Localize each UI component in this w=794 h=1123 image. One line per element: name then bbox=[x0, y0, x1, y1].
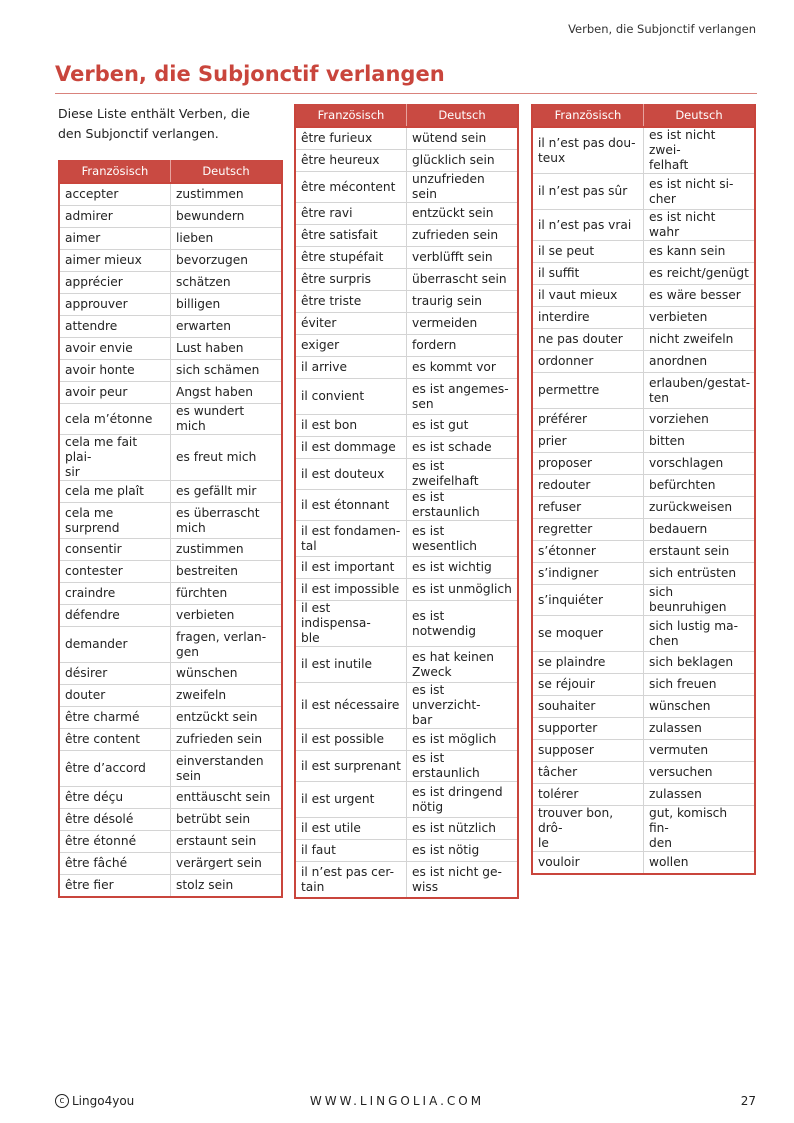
german-cell: bestreiten bbox=[171, 561, 283, 583]
french-cell: il vaut mieux bbox=[532, 285, 644, 307]
french-cell: être d’accord bbox=[59, 751, 171, 787]
page-title: Verben, die Subjonctif verlangen bbox=[55, 62, 445, 86]
german-cell: vermeiden bbox=[407, 313, 519, 335]
table-row bbox=[532, 174, 755, 210]
german-cell: zweifeln bbox=[171, 685, 283, 707]
french-cell: cela me fait plai- sir bbox=[59, 435, 171, 481]
table-row bbox=[59, 272, 282, 294]
french-cell: il n’est pas sûr bbox=[532, 174, 644, 210]
french-cell: il n’est pas vrai bbox=[532, 210, 644, 241]
running-header: Verben, die Subjonctif verlangen bbox=[568, 22, 756, 36]
french-cell: il n’est pas dou- teux bbox=[532, 127, 644, 174]
french-cell: il convient bbox=[295, 379, 407, 415]
french-cell: être déçu bbox=[59, 787, 171, 809]
french-cell: admirer bbox=[59, 206, 171, 228]
column-header-french: Französisch bbox=[295, 104, 407, 127]
german-cell: es überrascht mich bbox=[171, 503, 283, 539]
german-cell: es ist unverzicht- bar bbox=[407, 683, 519, 729]
french-cell: être fier bbox=[59, 875, 171, 898]
french-cell: être ravi bbox=[295, 203, 407, 225]
french-cell: permettre bbox=[532, 373, 644, 409]
german-cell: erlauben/gestat- ten bbox=[644, 373, 756, 409]
table-row bbox=[59, 627, 282, 663]
column-header-german: Deutsch bbox=[644, 104, 756, 127]
german-cell: es ist möglich bbox=[407, 729, 519, 751]
table-row bbox=[295, 818, 518, 840]
table-row bbox=[295, 557, 518, 579]
french-cell: supporter bbox=[532, 718, 644, 740]
french-cell: aimer mieux bbox=[59, 250, 171, 272]
french-cell: contester bbox=[59, 561, 171, 583]
german-cell: zustimmen bbox=[171, 539, 283, 561]
table-row bbox=[532, 127, 755, 174]
german-cell: schätzen bbox=[171, 272, 283, 294]
table-row bbox=[532, 541, 755, 563]
french-cell: être triste bbox=[295, 291, 407, 313]
german-cell: wütend sein bbox=[407, 127, 519, 150]
french-cell: redouter bbox=[532, 475, 644, 497]
german-cell: zufrieden sein bbox=[407, 225, 519, 247]
french-cell: être fâché bbox=[59, 853, 171, 875]
table-row bbox=[532, 806, 755, 852]
german-cell: anordnen bbox=[644, 351, 756, 373]
table-row bbox=[59, 707, 282, 729]
french-cell: se moquer bbox=[532, 616, 644, 652]
table-row bbox=[59, 338, 282, 360]
french-cell: proposer bbox=[532, 453, 644, 475]
german-cell: sich lustig ma- chen bbox=[644, 616, 756, 652]
french-cell: refuser bbox=[532, 497, 644, 519]
french-cell: il est surprenant bbox=[295, 751, 407, 782]
french-cell: il est impossible bbox=[295, 579, 407, 601]
table-row bbox=[59, 294, 282, 316]
german-cell: sich freuen bbox=[644, 674, 756, 696]
german-cell: erwarten bbox=[171, 316, 283, 338]
german-cell: lieben bbox=[171, 228, 283, 250]
french-cell: s’indigner bbox=[532, 563, 644, 585]
french-cell: apprécier bbox=[59, 272, 171, 294]
german-cell: traurig sein bbox=[407, 291, 519, 313]
german-cell: es wundert mich bbox=[171, 404, 283, 435]
table-row bbox=[532, 696, 755, 718]
german-cell: bitten bbox=[644, 431, 756, 453]
table-row bbox=[59, 583, 282, 605]
german-cell: vorziehen bbox=[644, 409, 756, 431]
german-cell: betrübt sein bbox=[171, 809, 283, 831]
german-cell: bevorzugen bbox=[171, 250, 283, 272]
french-cell: être charmé bbox=[59, 707, 171, 729]
german-cell: befürchten bbox=[644, 475, 756, 497]
table-row bbox=[59, 503, 282, 539]
french-cell: il est bon bbox=[295, 415, 407, 437]
french-cell: douter bbox=[59, 685, 171, 707]
french-cell: éviter bbox=[295, 313, 407, 335]
german-cell: entzückt sein bbox=[171, 707, 283, 729]
french-cell: être désolé bbox=[59, 809, 171, 831]
german-cell: verärgert sein bbox=[171, 853, 283, 875]
table-row bbox=[532, 718, 755, 740]
table-row bbox=[59, 404, 282, 435]
table-row bbox=[532, 762, 755, 784]
french-cell: ordonner bbox=[532, 351, 644, 373]
german-cell: es wäre besser bbox=[644, 285, 756, 307]
german-cell: zustimmen bbox=[171, 183, 283, 206]
german-cell: wünschen bbox=[171, 663, 283, 685]
french-cell: être content bbox=[59, 729, 171, 751]
french-cell: préférer bbox=[532, 409, 644, 431]
table-row bbox=[532, 263, 755, 285]
table-row bbox=[295, 437, 518, 459]
french-cell: demander bbox=[59, 627, 171, 663]
french-cell: avoir peur bbox=[59, 382, 171, 404]
french-cell: il est possible bbox=[295, 729, 407, 751]
german-cell: verblüfft sein bbox=[407, 247, 519, 269]
table-row bbox=[59, 875, 282, 898]
table-row bbox=[532, 784, 755, 806]
french-cell: souhaiter bbox=[532, 696, 644, 718]
french-cell: cela me surprend bbox=[59, 503, 171, 539]
table-row bbox=[295, 521, 518, 557]
table-row bbox=[59, 605, 282, 627]
french-cell: supposer bbox=[532, 740, 644, 762]
copyright-icon: c bbox=[55, 1094, 69, 1108]
column-header-french: Französisch bbox=[532, 104, 644, 127]
french-cell: être stupéfait bbox=[295, 247, 407, 269]
table-row bbox=[295, 490, 518, 521]
table-row bbox=[532, 563, 755, 585]
french-cell: craindre bbox=[59, 583, 171, 605]
german-cell: es ist schade bbox=[407, 437, 519, 459]
german-cell: billigen bbox=[171, 294, 283, 316]
german-cell: fürchten bbox=[171, 583, 283, 605]
table-row bbox=[532, 241, 755, 263]
table-row bbox=[532, 652, 755, 674]
table-row bbox=[532, 431, 755, 453]
german-cell: erstaunt sein bbox=[644, 541, 756, 563]
table-row bbox=[532, 497, 755, 519]
french-cell: s’inquiéter bbox=[532, 585, 644, 616]
table-row bbox=[295, 840, 518, 862]
table-row bbox=[59, 663, 282, 685]
french-cell: se réjouir bbox=[532, 674, 644, 696]
german-cell: glücklich sein bbox=[407, 150, 519, 172]
table-row bbox=[295, 150, 518, 172]
table-row bbox=[59, 228, 282, 250]
french-cell: il est important bbox=[295, 557, 407, 579]
german-cell: es ist gut bbox=[407, 415, 519, 437]
german-cell: es hat keinen Zweck bbox=[407, 647, 519, 683]
german-cell: gut, komisch fin- den bbox=[644, 806, 756, 852]
german-cell: es ist wichtig bbox=[407, 557, 519, 579]
table-row bbox=[59, 360, 282, 382]
table-row bbox=[295, 291, 518, 313]
french-cell: exiger bbox=[295, 335, 407, 357]
german-cell: verbieten bbox=[171, 605, 283, 627]
footer-url: WWW.LINGOLIA.COM bbox=[309, 1094, 485, 1108]
table-row bbox=[532, 616, 755, 652]
verb-table-1 bbox=[58, 160, 283, 898]
table-row bbox=[59, 206, 282, 228]
german-cell: sich schämen bbox=[171, 360, 283, 382]
german-cell: zurückweisen bbox=[644, 497, 756, 519]
german-cell: wollen bbox=[649, 855, 689, 869]
table-row bbox=[59, 685, 282, 707]
german-cell: bedauern bbox=[644, 519, 756, 541]
french-cell: être satisfait bbox=[295, 225, 407, 247]
german-cell: sich entrüsten bbox=[644, 563, 756, 585]
french-cell: il est fondamen- tal bbox=[295, 521, 407, 557]
table-row bbox=[532, 740, 755, 762]
column-header-french: Französisch bbox=[59, 160, 171, 183]
page-number: 27 bbox=[740, 1094, 756, 1108]
table-row bbox=[295, 203, 518, 225]
table-row bbox=[295, 751, 518, 782]
french-cell: se plaindre bbox=[532, 652, 644, 674]
german-cell: es ist nötig bbox=[407, 840, 519, 862]
table-row bbox=[532, 329, 755, 351]
german-cell: es ist nicht zwei- felhaft bbox=[644, 127, 756, 174]
german-cell: erstaunt sein bbox=[171, 831, 283, 853]
german-cell: wünschen bbox=[644, 696, 756, 718]
german-cell: zufrieden sein bbox=[171, 729, 283, 751]
french-cell: cela m’étonne bbox=[59, 404, 171, 435]
table-row bbox=[295, 601, 518, 647]
french-cell: il est utile bbox=[295, 818, 407, 840]
table-row bbox=[295, 172, 518, 203]
german-cell: es gefällt mir bbox=[171, 481, 283, 503]
french-cell: il arrive bbox=[295, 357, 407, 379]
verb-table-2 bbox=[294, 104, 519, 899]
table-row bbox=[295, 313, 518, 335]
french-cell: aimer bbox=[59, 228, 171, 250]
table-row bbox=[532, 373, 755, 409]
french-cell: il se peut bbox=[532, 241, 644, 263]
french-cell: être mécontent bbox=[295, 172, 407, 203]
table-row bbox=[532, 351, 755, 373]
table-row bbox=[59, 382, 282, 404]
german-cell: Lust haben bbox=[171, 338, 283, 360]
french-cell: interdire bbox=[532, 307, 644, 329]
verb-table-3 bbox=[531, 104, 756, 875]
table-row bbox=[295, 415, 518, 437]
table-row bbox=[532, 453, 755, 475]
german-cell: sich beklagen bbox=[644, 652, 756, 674]
german-cell: vorschlagen bbox=[644, 453, 756, 475]
german-cell: bewundern bbox=[171, 206, 283, 228]
french-cell: être heureux bbox=[295, 150, 407, 172]
table-row bbox=[295, 127, 518, 150]
french-cell: il est douteux bbox=[295, 459, 407, 490]
french-cell: tâcher bbox=[532, 762, 644, 784]
french-cell: vouloir bbox=[532, 852, 644, 875]
table-row bbox=[295, 729, 518, 751]
french-cell: regretter bbox=[532, 519, 644, 541]
table-row bbox=[532, 852, 755, 875]
table-row bbox=[59, 250, 282, 272]
table-row bbox=[295, 647, 518, 683]
german-cell: unzufrieden sein bbox=[407, 172, 519, 203]
french-cell: prier bbox=[532, 431, 644, 453]
table-row bbox=[532, 409, 755, 431]
french-cell: il est nécessaire bbox=[295, 683, 407, 729]
german-cell: es ist unmöglich bbox=[407, 579, 519, 601]
german-cell: zulassen bbox=[644, 784, 756, 806]
title-divider bbox=[55, 93, 757, 94]
german-cell: es ist nicht wahr bbox=[644, 210, 756, 241]
french-cell: accepter bbox=[59, 183, 171, 206]
french-cell: attendre bbox=[59, 316, 171, 338]
german-cell: nicht zweifeln bbox=[644, 329, 756, 351]
french-cell: approuver bbox=[59, 294, 171, 316]
german-cell: es ist erstaunlich bbox=[407, 490, 519, 521]
french-cell: consentir bbox=[59, 539, 171, 561]
french-cell: il faut bbox=[295, 840, 407, 862]
french-cell: trouver bon, drô- le bbox=[532, 806, 644, 852]
german-cell: es ist nicht ge- wiss bbox=[412, 864, 502, 894]
french-cell: tolérer bbox=[532, 784, 644, 806]
table-row bbox=[532, 307, 755, 329]
french-cell: s’étonner bbox=[532, 541, 644, 563]
table-row bbox=[59, 729, 282, 751]
french-cell: il est étonnant bbox=[295, 490, 407, 521]
german-cell: es kommt vor bbox=[407, 357, 519, 379]
german-cell: überrascht sein bbox=[407, 269, 519, 291]
table-row bbox=[59, 809, 282, 831]
german-cell: fragen, verlan- gen bbox=[171, 627, 283, 663]
copyright-text: Lingo4you bbox=[72, 1094, 135, 1108]
table-row bbox=[59, 831, 282, 853]
french-cell: ne pas douter bbox=[532, 329, 644, 351]
table-row bbox=[532, 475, 755, 497]
french-cell: il est inutile bbox=[295, 647, 407, 683]
french-cell: il est urgent bbox=[295, 782, 407, 818]
table-row bbox=[59, 751, 282, 787]
table-row bbox=[59, 853, 282, 875]
french-cell: il n’est pas cer- tain bbox=[295, 862, 407, 899]
german-cell: es ist notwendig bbox=[407, 601, 519, 647]
table-row bbox=[295, 579, 518, 601]
table-row bbox=[532, 210, 755, 241]
french-cell: être surpris bbox=[295, 269, 407, 291]
table-row bbox=[295, 247, 518, 269]
german-cell: verbieten bbox=[644, 307, 756, 329]
table-row bbox=[59, 435, 282, 481]
german-cell: entzückt sein bbox=[407, 203, 519, 225]
french-cell: avoir envie bbox=[59, 338, 171, 360]
german-cell: es ist nicht si- cher bbox=[644, 174, 756, 210]
table-row bbox=[59, 183, 282, 206]
table-row bbox=[59, 787, 282, 809]
french-cell: avoir honte bbox=[59, 360, 171, 382]
table-row bbox=[295, 269, 518, 291]
german-cell: vermuten bbox=[644, 740, 756, 762]
table-row bbox=[532, 674, 755, 696]
french-cell: il est indispensa- ble bbox=[295, 601, 407, 647]
french-cell: défendre bbox=[59, 605, 171, 627]
german-cell: stolz sein bbox=[176, 878, 234, 892]
table-row bbox=[295, 782, 518, 818]
german-cell: es ist zweifelhaft bbox=[407, 459, 519, 490]
column-header-german: Deutsch bbox=[407, 104, 519, 127]
german-cell: es freut mich bbox=[171, 435, 283, 481]
french-cell: il suffit bbox=[532, 263, 644, 285]
german-cell: sich beunruhigen bbox=[644, 585, 756, 616]
german-cell: es ist nützlich bbox=[407, 818, 519, 840]
german-cell: es ist dringend nötig bbox=[407, 782, 519, 818]
german-cell: Angst haben bbox=[171, 382, 283, 404]
table-row bbox=[59, 539, 282, 561]
table-row bbox=[295, 335, 518, 357]
table-row bbox=[532, 585, 755, 616]
table-row bbox=[295, 683, 518, 729]
table-row bbox=[532, 519, 755, 541]
table-row bbox=[59, 481, 282, 503]
german-cell: es ist wesentlich bbox=[407, 521, 519, 557]
french-cell: être furieux bbox=[295, 127, 407, 150]
german-cell: es reicht/genügt bbox=[644, 263, 756, 285]
german-cell: es ist angemes- sen bbox=[407, 379, 519, 415]
table-row bbox=[295, 862, 518, 899]
french-cell: être étonné bbox=[59, 831, 171, 853]
french-cell: désirer bbox=[59, 663, 171, 685]
table-row bbox=[295, 379, 518, 415]
table-row bbox=[59, 316, 282, 338]
german-cell: enttäuscht sein bbox=[171, 787, 283, 809]
german-cell: zulassen bbox=[644, 718, 756, 740]
table-row bbox=[295, 357, 518, 379]
german-cell: es kann sein bbox=[644, 241, 756, 263]
column-header-german: Deutsch bbox=[171, 160, 283, 183]
french-cell: cela me plaît bbox=[59, 481, 171, 503]
table-row bbox=[295, 225, 518, 247]
german-cell: versuchen bbox=[644, 762, 756, 784]
table-row bbox=[59, 561, 282, 583]
french-cell: il est dommage bbox=[295, 437, 407, 459]
german-cell: es ist erstaunlich bbox=[407, 751, 519, 782]
german-cell: fordern bbox=[407, 335, 519, 357]
table-row bbox=[532, 285, 755, 307]
table-row bbox=[295, 459, 518, 490]
intro-text: Diese Liste enthält Verben, die den Subjonctif verlangen. bbox=[58, 106, 250, 141]
german-cell: einverstanden sein bbox=[171, 751, 283, 787]
